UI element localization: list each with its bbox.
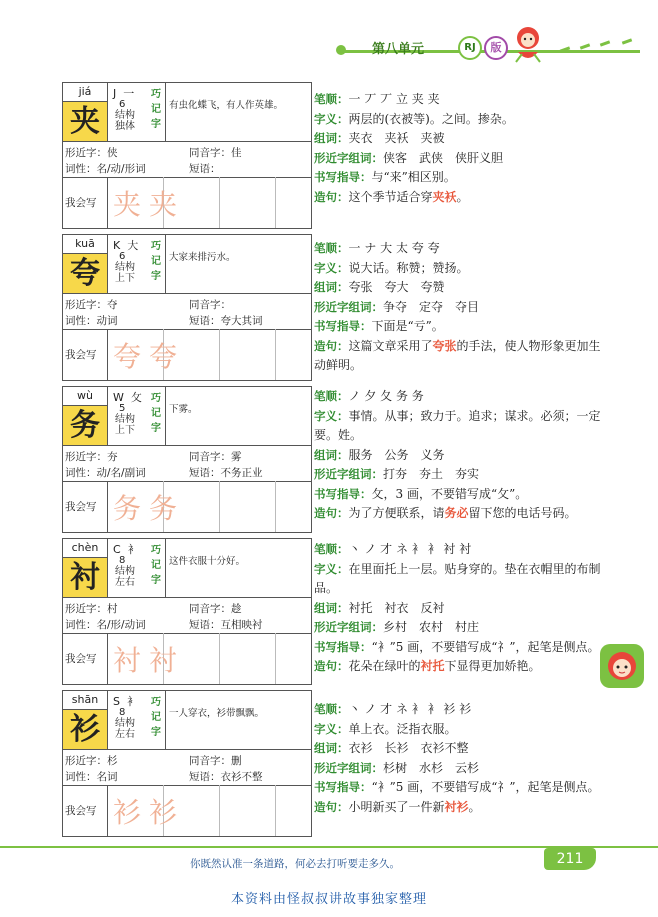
divider	[165, 539, 166, 597]
meaning-text: 两层的(衣被等)。之间。掺杂。	[348, 111, 514, 126]
mnemonic-tag	[149, 87, 163, 132]
info-label: 组词：	[314, 600, 349, 615]
field-label: 同音字：	[189, 147, 231, 159]
info-label: 造句：	[314, 799, 349, 814]
words-text: 衣衫 长衫 衣衫不整	[348, 741, 469, 755]
similar-field	[65, 601, 118, 616]
info-label: 形近字组词：	[314, 467, 383, 481]
tag-char: 记	[151, 408, 161, 419]
structure-label: 结构	[115, 566, 135, 577]
info-label: 组词：	[314, 447, 349, 462]
phrase-value: 互相映衬	[220, 619, 263, 631]
field-label: 形近字：	[65, 451, 107, 463]
main-character	[63, 253, 107, 294]
grid-divider	[219, 785, 220, 836]
similar-field	[65, 753, 118, 768]
field-label: 同音字：	[189, 603, 231, 615]
tag-char: 记	[151, 256, 161, 267]
radical: 一	[123, 87, 135, 100]
radical: 衤	[126, 695, 138, 708]
info-sentence	[314, 657, 604, 677]
pos-value: 名/形/动词	[96, 619, 146, 631]
homophone-value: 趁	[231, 603, 242, 615]
info-label: 字义：	[314, 408, 349, 423]
tag-char: 巧	[151, 241, 161, 252]
info-label: 书写指导：	[314, 170, 372, 184]
divider	[107, 387, 108, 445]
info-sentence	[314, 337, 604, 376]
index-row	[113, 237, 138, 253]
stroke-order: 一 ナ 大 太 夸 夸	[348, 241, 440, 255]
tag-char: 字	[151, 271, 161, 282]
divider	[107, 633, 108, 684]
tag-char: 字	[151, 119, 161, 130]
words-text: 夸张 夸大 夸赞	[348, 280, 445, 294]
guide-text: 与“来”相区别。	[371, 170, 456, 184]
pinyin: shān	[71, 693, 99, 706]
field-label: 同音字：	[189, 299, 231, 311]
mnemonic-text: 下雾。	[169, 404, 198, 415]
tag-char: 记	[151, 104, 161, 115]
sentence-text: 留下您的电话号码。	[468, 506, 577, 520]
divider	[165, 83, 166, 141]
stroke-count: 8	[119, 555, 126, 566]
character-glyph: 务	[70, 408, 100, 443]
divider	[107, 83, 108, 141]
homophone-value: 雾	[231, 451, 242, 463]
meaning-text: 在里面托上一层。贴身穿的。垫在衣帽里的布制品。	[314, 561, 601, 595]
info-similar-words	[314, 298, 604, 318]
deco-dash	[600, 40, 610, 46]
info-similar-words	[314, 618, 604, 638]
homophone-field	[189, 297, 231, 312]
pos-field	[65, 465, 146, 480]
info-label: 造句：	[314, 506, 349, 520]
character-glyph: 夹	[70, 104, 100, 139]
similar-words-text: 杉树 水杉 云杉	[383, 760, 480, 775]
tag-char: 巧	[151, 393, 161, 404]
field-label: 词性：	[65, 467, 97, 479]
character-glyph: 衬	[70, 560, 100, 595]
radical: 攵	[130, 391, 142, 404]
info-guide	[314, 168, 604, 188]
similar-words-text: 乡村 农村 村庄	[383, 620, 480, 634]
divider	[107, 691, 108, 749]
char-card	[62, 82, 312, 229]
info-label: 书写指导：	[314, 639, 372, 654]
tag-char: 字	[151, 727, 161, 738]
sentence-text: 的手法，使人物形象更加生动鲜明。	[314, 338, 601, 372]
divider	[63, 597, 311, 598]
structure	[115, 414, 135, 436]
mnemonic-tag	[149, 391, 163, 436]
structure-value: 左右	[115, 729, 135, 740]
info-label: 组词：	[314, 131, 349, 145]
divider	[107, 481, 108, 532]
stroke-order: ノ 夕 夂 务 务	[348, 389, 424, 403]
words-text: 服务 公务 义务	[348, 447, 445, 462]
tag-char: 巧	[151, 697, 161, 708]
char-card	[62, 538, 312, 685]
phrase-value: 衣衫不整	[220, 771, 263, 783]
practice-chars: 夸夸	[113, 340, 186, 373]
divider	[63, 293, 311, 294]
info-guide	[314, 778, 604, 798]
info-similar-words	[314, 759, 604, 779]
info-strokes	[314, 239, 604, 259]
stroke-count: 8	[119, 707, 126, 718]
stroke-count: 6	[119, 99, 126, 110]
char-info-panel	[314, 239, 604, 376]
structure-value: 上下	[115, 273, 135, 284]
main-character	[63, 101, 107, 142]
practice-chars: 衫衫	[113, 796, 186, 829]
info-label: 笔顺：	[314, 389, 349, 403]
info-strokes	[314, 700, 604, 720]
grid-divider	[275, 785, 276, 836]
structure	[115, 110, 135, 132]
grid-divider	[219, 633, 220, 684]
field-label: 形近字：	[65, 299, 107, 311]
pinyin: wù	[77, 389, 93, 402]
divider	[63, 177, 311, 178]
field-label: 词性：	[65, 163, 97, 175]
field-label: 同音字：	[189, 451, 231, 463]
field-label: 短语：	[189, 771, 221, 783]
field-label: 短语：	[189, 619, 221, 631]
info-meaning	[314, 259, 604, 279]
deco-dash	[580, 43, 590, 49]
phrase-value: 不务正业	[220, 467, 263, 479]
tag-char: 巧	[151, 545, 161, 556]
main-character	[63, 557, 107, 598]
grid-divider	[219, 329, 220, 380]
phrase-field	[189, 617, 263, 632]
grid-divider	[219, 481, 220, 532]
stroke-order: 一 丆 丆 立 夹 夹	[348, 92, 440, 106]
grid-divider	[275, 329, 276, 380]
info-strokes	[314, 540, 604, 560]
info-meaning	[314, 407, 604, 446]
sentence-highlight: 夸张	[432, 338, 457, 353]
tag-char: 巧	[151, 89, 161, 100]
stroke-order: 丶 ノ 才 ネ 衤 衤 衫 衫	[348, 702, 472, 716]
sentence-text: 花朵在绿叶的	[348, 659, 421, 673]
info-words	[314, 446, 604, 466]
phrase-field	[189, 161, 221, 176]
index-row	[113, 389, 142, 405]
similar-value: 夺	[107, 299, 118, 311]
divider	[63, 481, 311, 482]
sentence-highlight: 夹袄	[432, 189, 457, 204]
sentence-text: 小明新买了一件新	[348, 799, 445, 814]
similar-field	[65, 297, 118, 312]
similar-value: 村	[107, 603, 118, 615]
similar-value: 夯	[107, 451, 118, 463]
radical: 衤	[127, 543, 139, 556]
info-label: 组词：	[314, 741, 349, 755]
radical: 大	[127, 239, 139, 252]
pos-value: 动词	[96, 315, 118, 327]
divider	[63, 785, 311, 786]
sentence-text: 这篇文章采用了	[348, 338, 433, 353]
structure-label: 结构	[115, 718, 135, 729]
divider	[63, 141, 311, 142]
info-label: 组词：	[314, 280, 349, 294]
info-strokes	[314, 387, 604, 407]
char-info-panel	[314, 540, 604, 677]
info-words	[314, 129, 604, 149]
divider	[63, 445, 311, 446]
info-guide	[314, 485, 604, 505]
structure-label: 结构	[115, 262, 135, 273]
divider	[107, 329, 108, 380]
char-info-panel	[314, 387, 604, 524]
divider	[107, 177, 108, 228]
info-label: 笔顺：	[314, 241, 349, 255]
mnemonic-text: 一人穿衣，衫带飘飘。	[169, 708, 265, 719]
field-label: 短语：	[189, 163, 221, 175]
write-label: 我会写	[65, 197, 97, 209]
practice-chars: 衬衬	[113, 644, 186, 677]
mnemonic-text: 大家来排污水。	[169, 252, 236, 263]
homophone-field	[189, 449, 242, 464]
mnemonic-tag	[149, 543, 163, 588]
stroke-order: 丶 ノ 才 ネ 衤 衤 衬 衬	[348, 542, 472, 556]
divider	[165, 235, 166, 293]
info-label: 书写指导：	[314, 780, 372, 794]
structure-value: 上下	[115, 425, 135, 436]
pos-value: 动/名/副词	[96, 467, 146, 479]
divider	[107, 539, 108, 597]
stroke-count: 6	[119, 251, 126, 262]
phrase-field	[189, 769, 263, 784]
tag-char: 记	[151, 560, 161, 571]
homophone-field	[189, 145, 242, 160]
pos-field	[65, 313, 118, 328]
grid-divider	[275, 177, 276, 228]
pinyin: jiá	[78, 85, 92, 98]
grid-divider	[219, 177, 220, 228]
sentence-text: 为了方便联系，请	[348, 506, 445, 520]
sentence-text: 下显得更加娇艳。	[444, 659, 541, 673]
mnemonic-tag	[149, 695, 163, 740]
deco-dash	[622, 38, 632, 44]
mnemonic-text: 这件衣服十分好。	[169, 556, 246, 567]
info-strokes	[314, 90, 604, 110]
page-header	[0, 0, 658, 78]
pos-field	[65, 617, 146, 632]
words-text: 夹衣 夹袄 夹被	[348, 131, 445, 145]
similar-field	[65, 449, 118, 464]
field-label: 短语：	[189, 467, 221, 479]
info-label: 造句：	[314, 189, 349, 204]
homophone-field	[189, 601, 242, 616]
meaning-text: 单上衣。泛指衣服。	[348, 721, 457, 736]
similar-field	[65, 145, 118, 160]
info-words	[314, 278, 604, 298]
phrase-field	[189, 465, 263, 480]
sentence-text: 这个季节适合穿	[348, 189, 433, 204]
info-label: 字义：	[314, 721, 349, 736]
similar-words-text: 侠客 武侠 侠肝义胆	[383, 150, 504, 165]
guide-text: “衤”5 画，不要错写成“礻”，起笔是侧点。	[371, 639, 600, 654]
unit-title: 第八单元	[372, 42, 425, 57]
info-words	[314, 739, 604, 759]
info-label: 字义：	[314, 561, 349, 576]
character-glyph: 衫	[70, 712, 100, 747]
write-label: 我会写	[65, 653, 97, 665]
structure	[115, 718, 135, 740]
credit-text: 本资料由怪叔叔讲故事独家整理	[230, 892, 427, 907]
practice-chars: 务务	[113, 492, 186, 525]
field-label: 词性：	[65, 771, 97, 783]
field-label: 词性：	[65, 619, 97, 631]
similar-value: 杉	[107, 755, 118, 767]
tag-char: 字	[151, 575, 161, 586]
info-sentence	[314, 504, 604, 524]
info-similar-words	[314, 149, 604, 169]
info-meaning	[314, 720, 604, 740]
write-label: 我会写	[65, 805, 97, 817]
pinyin: kuā	[75, 237, 95, 250]
sentence-text: 。	[468, 799, 481, 814]
char-card	[62, 234, 312, 381]
write-label: 我会写	[65, 501, 97, 513]
guide-text: 攵，3 画，不要错写成“攵”。	[371, 486, 528, 501]
structure-value: 独体	[115, 121, 135, 132]
info-similar-words	[314, 465, 604, 485]
divider	[165, 691, 166, 749]
cap-letter: J	[113, 87, 117, 100]
info-label: 形近字组词：	[314, 299, 383, 314]
char-info-panel	[314, 90, 604, 207]
mnemonic-text: 有虫化蝶飞，有人作英雄。	[169, 100, 284, 111]
field-label: 同音字：	[189, 755, 231, 767]
index-row	[113, 693, 138, 709]
info-label: 笔顺：	[314, 92, 349, 106]
pinyin: chèn	[71, 541, 99, 554]
similar-words-text: 打夯 夯土 夯实	[383, 467, 480, 481]
divider	[165, 387, 166, 445]
char-info-panel	[314, 700, 604, 817]
char-card	[62, 690, 312, 837]
guide-text: 下面是“亏”。	[371, 319, 444, 333]
structure-value: 左右	[115, 577, 135, 588]
divider	[107, 785, 108, 836]
character-glyph: 夸	[70, 256, 100, 291]
divider	[63, 749, 311, 750]
info-words	[314, 599, 604, 619]
char-card	[62, 386, 312, 533]
cap-letter: W	[113, 391, 124, 404]
structure-label: 结构	[115, 110, 135, 121]
field-label: 短语：	[189, 315, 221, 327]
main-character	[63, 709, 107, 750]
main-character	[63, 405, 107, 446]
info-label: 笔顺：	[314, 702, 349, 716]
rj-badge: RJ	[458, 36, 482, 60]
similar-words-text: 争夺 定夺 夺目	[383, 299, 480, 314]
structure-label: 结构	[115, 414, 135, 425]
info-label: 字义：	[314, 111, 349, 126]
field-label: 词性：	[65, 315, 97, 327]
index-row	[113, 541, 139, 557]
info-guide	[314, 638, 604, 658]
mascot-icon	[510, 24, 546, 64]
guide-text: “衤”5 画，不要错写成“礻”，起笔是侧点。	[371, 780, 600, 794]
sentence-highlight: 衬托	[420, 659, 445, 673]
divider	[63, 329, 311, 330]
divider	[63, 633, 311, 634]
pos-field	[65, 161, 146, 176]
stroke-count: 5	[119, 403, 126, 414]
side-mascot-icon	[600, 644, 644, 688]
tag-char: 字	[151, 423, 161, 434]
info-label: 形近字组词：	[314, 760, 383, 775]
info-sentence	[314, 188, 604, 208]
meaning-text: 事情。从事；致力于。追求；谋求。必须；一定要。姓。	[314, 408, 601, 442]
info-label: 形近字组词：	[314, 620, 383, 634]
footer-motto: 你既然认准一条道路，何必去打听要走多久。	[190, 858, 400, 870]
field-label: 形近字：	[65, 603, 107, 615]
cap-letter: K	[113, 239, 121, 252]
info-label: 书写指导：	[314, 319, 372, 333]
info-label: 书写指导：	[314, 486, 372, 501]
grid-divider	[275, 633, 276, 684]
info-label: 造句：	[314, 338, 349, 353]
sentence-text: 。	[456, 189, 469, 204]
sentence-highlight: 衬衫	[444, 799, 469, 814]
practice-chars: 夹夹	[113, 188, 186, 221]
similar-value: 侠	[107, 147, 118, 159]
mnemonic-tag	[149, 239, 163, 284]
pos-value: 名词	[96, 771, 118, 783]
page-number: 211	[544, 848, 596, 870]
info-guide	[314, 317, 604, 337]
info-label: 造句：	[314, 659, 349, 673]
edition-badge: 版	[484, 36, 508, 60]
meaning-text: 说大话。称赞；赞扬。	[348, 260, 469, 275]
info-label: 形近字组词：	[314, 150, 383, 165]
words-text: 衬托 衬衣 反衬	[348, 600, 445, 615]
phrase-field	[189, 313, 263, 328]
info-label: 字义：	[314, 260, 349, 275]
divider	[107, 235, 108, 293]
sentence-highlight: 务必	[444, 506, 469, 520]
write-label: 我会写	[65, 349, 97, 361]
pos-field	[65, 769, 118, 784]
cap-letter: C	[113, 543, 121, 556]
structure	[115, 262, 135, 284]
homophone-field	[189, 753, 242, 768]
phrase-value: 夸大其词	[220, 315, 263, 327]
info-meaning	[314, 110, 604, 130]
cap-letter: S	[113, 695, 120, 708]
pos-value: 名/动/形词	[96, 163, 146, 175]
info-sentence	[314, 798, 604, 818]
tag-char: 记	[151, 712, 161, 723]
info-meaning	[314, 560, 604, 599]
info-label: 笔顺：	[314, 542, 349, 556]
field-label: 形近字：	[65, 755, 107, 767]
homophone-value: 佳	[231, 147, 242, 159]
grid-divider	[275, 481, 276, 532]
field-label: 形近字：	[65, 147, 107, 159]
homophone-value: 删	[231, 755, 242, 767]
structure	[115, 566, 135, 588]
